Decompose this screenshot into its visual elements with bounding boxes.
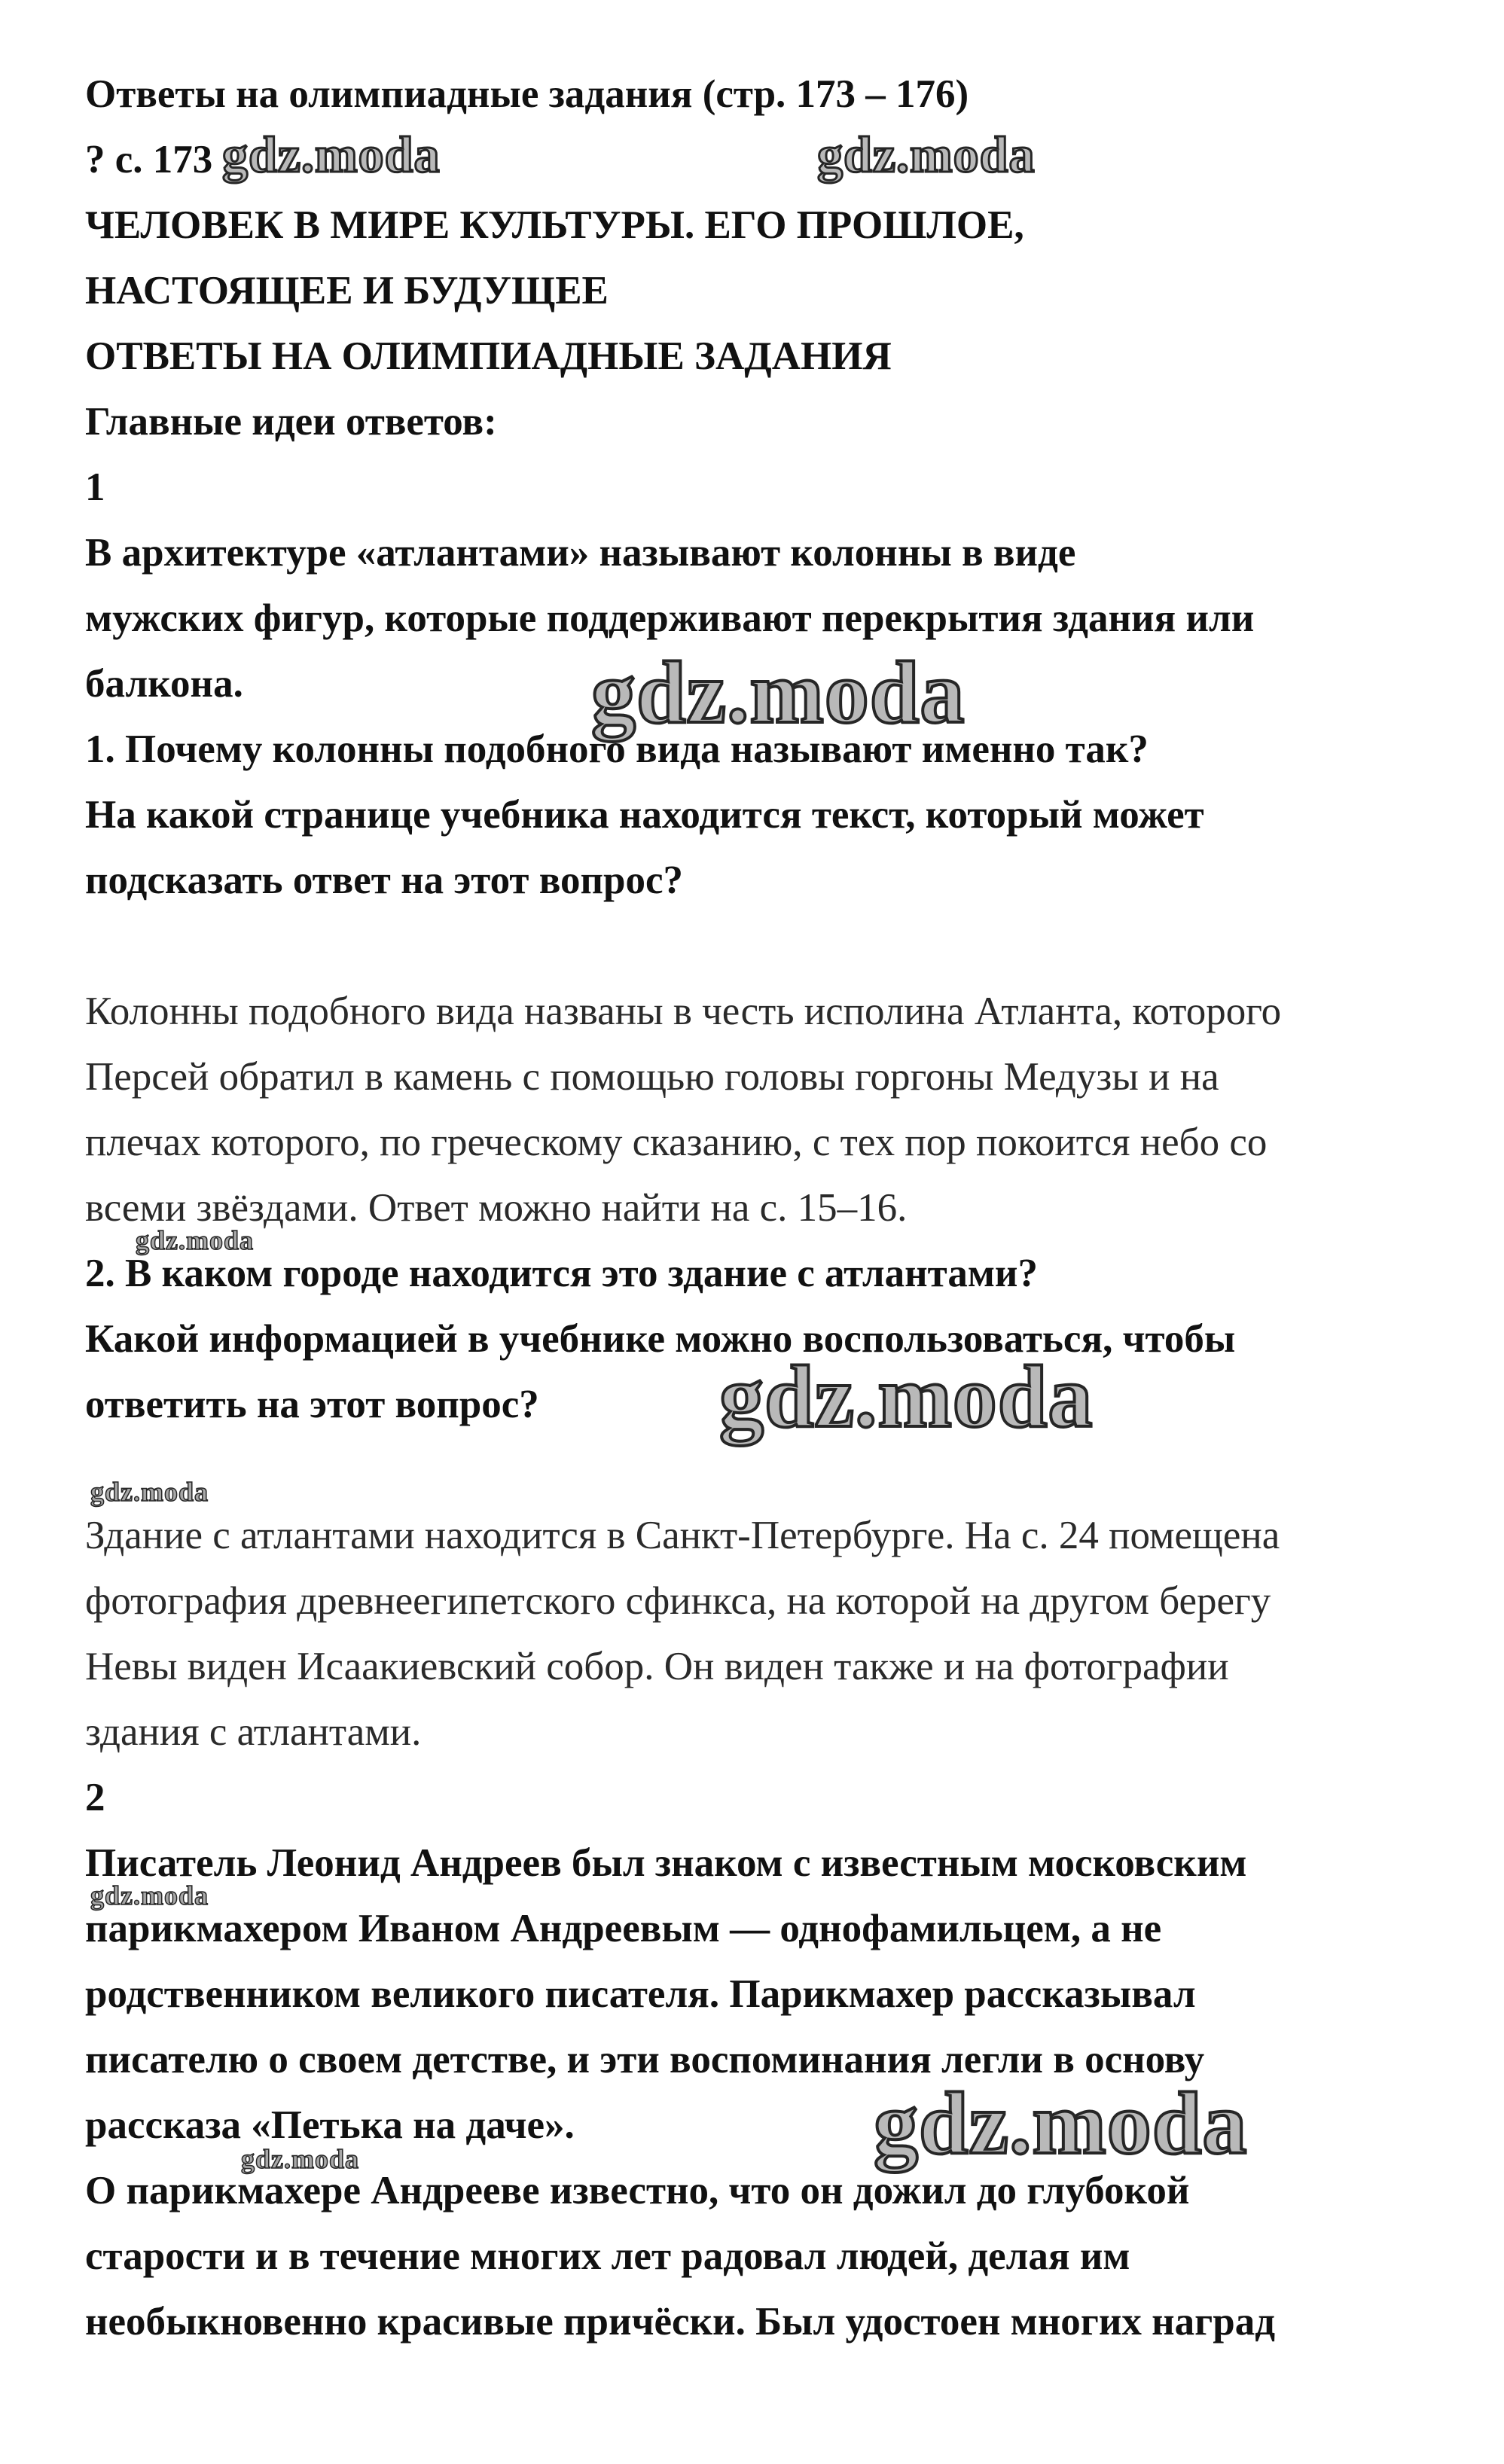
page-reference: ? с. 173: [85, 138, 213, 181]
task-2-intro-line: Писатель Леонид Андреев был знаком с известным московским: [85, 1841, 1247, 1885]
watermark-logo: gdz.moda: [719, 1347, 1094, 1446]
task-1-answer-2-line: фотография древнеегипетского сфинкса, на которой на другом берегу: [85, 1579, 1271, 1623]
task-2-intro-line: необыкновенно красивые причёски. Был удостоен многих наград: [85, 2300, 1276, 2344]
task-1-answer-1-line: плечах которого, по греческому сказанию, с тех пор покоится небо со: [85, 1121, 1268, 1164]
task-2-intro-line: писателю о своем детстве, и эти воспоминания легли в основу: [85, 2038, 1205, 2081]
task-1-question-2-line: 2. В каком городе находится это здание с атлантами?: [85, 1252, 1038, 1295]
watermark-logo: gdz.moda: [90, 1880, 209, 1911]
watermark-logo: gdz.moda: [817, 126, 1036, 183]
section-subtitle: Главные идеи ответов:: [85, 400, 497, 444]
task-1-intro-line: балкона.: [85, 662, 243, 706]
task-1-answer-2-line: Здание с атлантами находится в Санкт-Петербурге. На с. 24 помещена: [85, 1514, 1280, 1557]
task-1-question-2-line: Какой информацией в учебнике можно воспользоваться, чтобы: [85, 1317, 1236, 1361]
task-2-intro-line: О парикмахере Андрееве известно, что он дожил до глубокой: [85, 2169, 1190, 2212]
task-2-intro-line: рассказа «Петька на даче».: [85, 2103, 575, 2147]
watermark-logo: gdz.moda: [90, 1477, 209, 1507]
task-1-answer-1-line: Персей обратил в камень с помощью головы горгоны Медузы и на: [85, 1055, 1219, 1099]
task-1-question-1-line: подсказать ответ на этот вопрос?: [85, 858, 683, 902]
task-1-intro-line: В архитектуре «атлантами» называют колонны в виде: [85, 531, 1076, 575]
watermark-logo: gdz.moda: [222, 126, 441, 183]
task-2-intro-line: парикмахером Иваном Андреевым — однофамильцем, а не: [85, 1907, 1162, 1950]
task-1-intro-line: мужских фигур, которые поддерживают перекрытия здания или: [85, 596, 1255, 640]
task-1-question-2-line: ответить на этот вопрос?: [85, 1383, 539, 1426]
task-1-answer-1-line: Колонны подобного вида названы в честь исполина Атланта, которого: [85, 990, 1282, 1033]
watermark-logo: gdz.moda: [241, 2144, 360, 2174]
task-2-intro-line: родственником великого писателя. Парикмахер рассказывал: [85, 1972, 1196, 2016]
document-title: Ответы на олимпиадные задания (стр. 173 – 176): [85, 72, 969, 116]
task-1-answer-2-line: здания с атлантами.: [85, 1710, 422, 1754]
section-heading-line-2: НАСТОЯЩЕЕ И БУДУЩЕЕ: [85, 269, 609, 313]
task-1-number: 1: [85, 465, 105, 509]
task-2-intro-line: старости и в течение многих лет радовал людей, делая им: [85, 2234, 1130, 2278]
task-1-question-1-line: На какой странице учебника находится текст, который может: [85, 793, 1204, 837]
task-2-number: 2: [85, 1776, 105, 1819]
task-1-question-1-line: 1. Почему колонны подобного вида называют именно так?: [85, 727, 1149, 771]
watermark-logo: gdz.moda: [591, 643, 966, 742]
section-heading-line-3: ОТВЕТЫ НА ОЛИМПИАДНЫЕ ЗАДАНИЯ: [85, 334, 892, 378]
task-1-answer-2-line: Невы виден Исаакиевский собор. Он виден также и на фотографии: [85, 1645, 1229, 1688]
watermark-logo: gdz.moda: [136, 1225, 255, 1255]
task-1-answer-1-line: всеми звёздами. Ответ можно найти на с. 15–16.: [85, 1186, 908, 1230]
section-heading-line-1: ЧЕЛОВЕК В МИРЕ КУЛЬТУРЫ. ЕГО ПРОШЛОЕ,: [85, 203, 1024, 247]
watermark-logo: gdz.moda: [874, 2074, 1248, 2173]
